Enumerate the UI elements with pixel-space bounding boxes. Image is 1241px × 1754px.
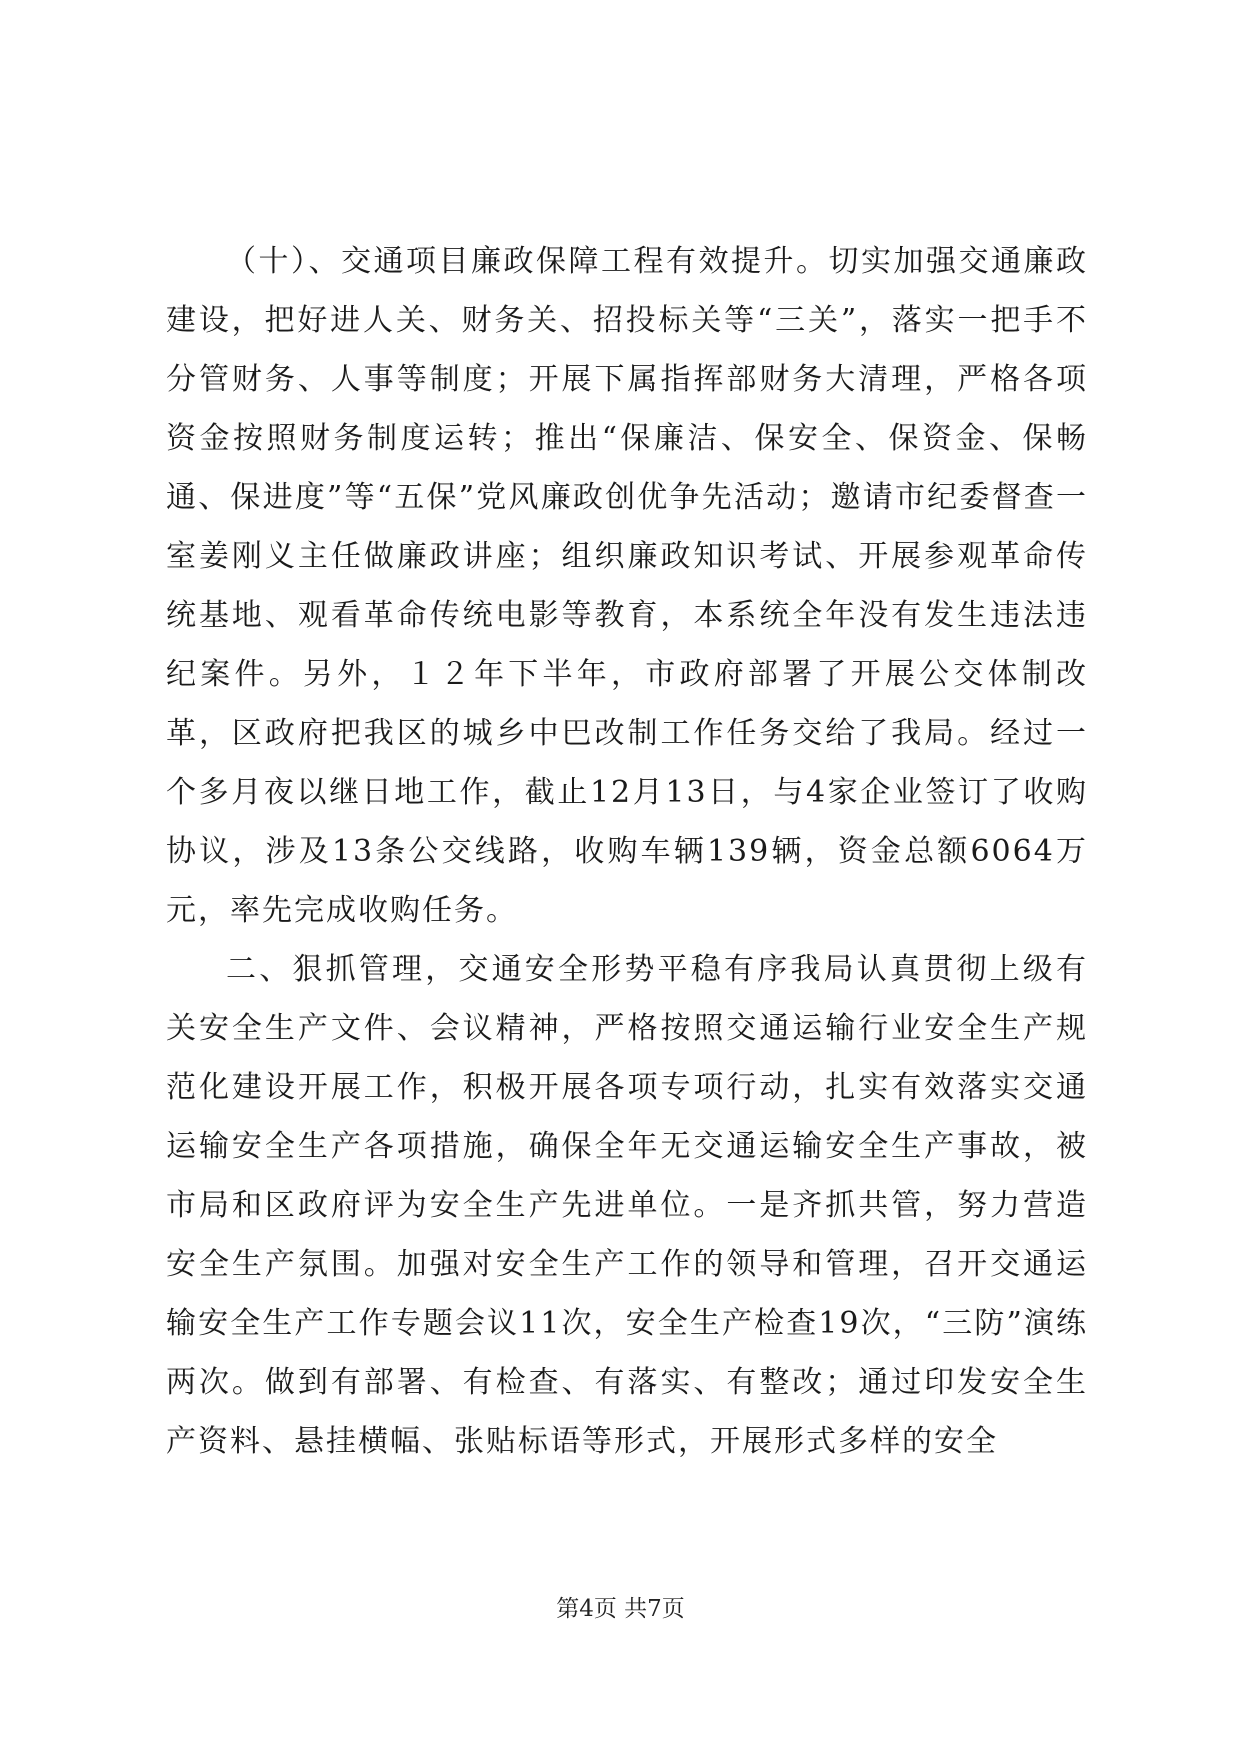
paragraph-integrity-project: （十）、交通项目廉政保障工程有效提升。切实加强交通廉政建设，把好进人关、财务关、招投标关等“三关”，落实一把手不分管财务、人事等制度；开展下属指挥部财务大清理，严格各项资金按照财务制度运转；推出“保廉洁、保安全、保资金、保畅通、保进度”等“五保”党风廉政创优争先活动；邀请市纪委督查一室姜刚义主任做廉政讲座；组织廉政知识考试、开展参观革命传统基地、观看革命传统电影等教育，本系统全年没有发生违法违纪案件。另外，１２年下半年，市政府部署了开展公交体制改革，区政府把我区的城乡中巴改制工作任务交给了我局。经过一个多月夜以继日地工作，截止12月13日，与4家企业签订了收购协议，涉及13条公交线路，收购车辆139辆，资金总额6064万元，率先完成收购任务。 (166, 244, 1088, 928)
page-footer (0, 1594, 1241, 1624)
page-number-label: 第4页 共7页 (556, 1596, 685, 1622)
paragraph-safety-management: 二、狠抓管理，交通安全形势平稳有序我局认真贯彻上级有关安全生产文件、会议精神，严格按照交通运输行业安全生产规范化建设开展工作，积极开展各项专项行动，扎实有效落实交通运输安全生产各项措施，确保全年无交通运输安全生产事故，被市局和区政府评为安全生产先进单位。一是齐抓共管，努力营造安全生产氛围。加强对安全生产工作的领导和管理，召开交通运输安全生产工作专题会议11次，安全生产检查19次，“三防”演练两次。做到有部署、有检查、有落实、有整改；通过印发安全生产资料、悬挂横幅、张贴标语等形式，开展形式多样的安全 (166, 952, 1088, 1459)
document-body (166, 232, 1088, 1471)
